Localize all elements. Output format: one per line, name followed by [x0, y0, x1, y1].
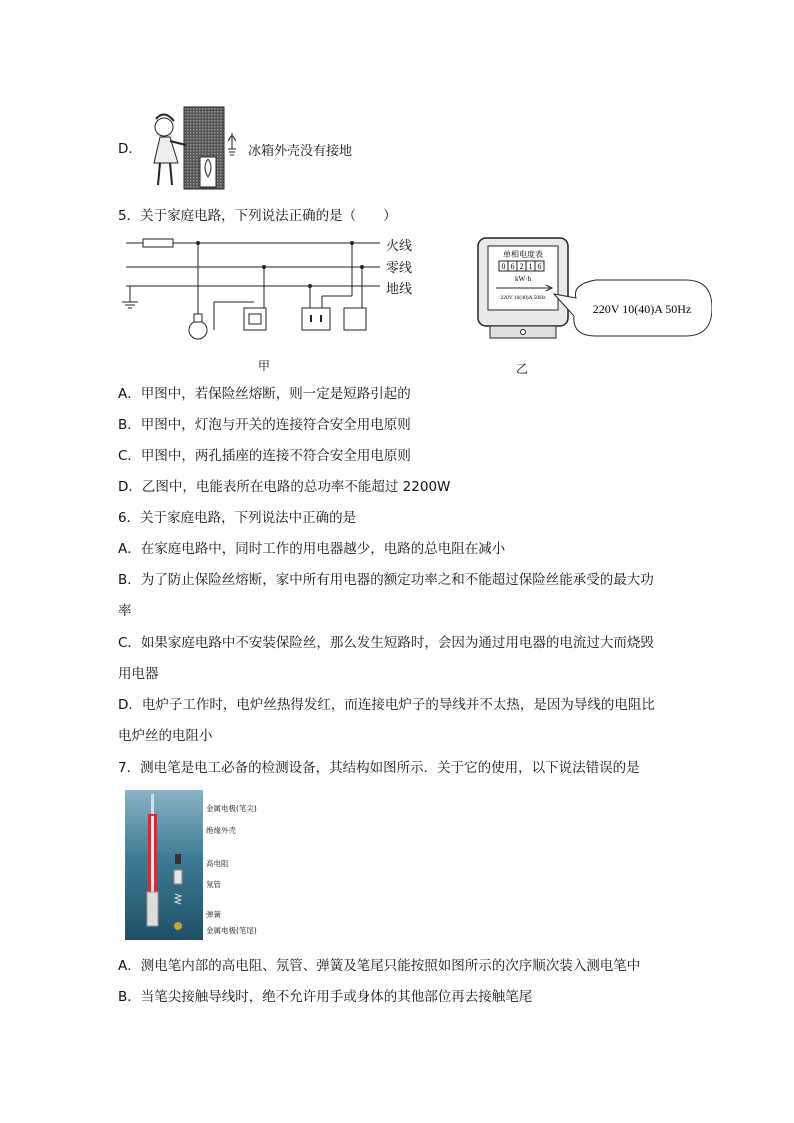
wire-neutral-label: 零线 — [386, 261, 413, 276]
pencil-label-neon: 氖管 — [206, 880, 221, 889]
q6-line: 电炉丝的电阻小 — [118, 728, 213, 744]
meter-title: 单相电度表 — [503, 250, 543, 259]
q6-line: C．如果家庭电路中不安装保险丝，那么发生短路时，会因为通过用电器的电流过大而烧毁 — [118, 635, 654, 651]
pencil-label-resistor: 高电阻 — [206, 859, 229, 868]
svg-text:1: 1 — [528, 262, 533, 271]
q6-line: 率 — [118, 603, 132, 619]
svg-text:6: 6 — [537, 262, 542, 271]
pencil-label-tip: 金属电极(笔尖) — [206, 804, 257, 813]
q5-stem: 5．关于家庭电路，下列说法正确的是（ ） — [118, 208, 397, 224]
fridge-shock-illustration — [148, 105, 248, 193]
wire-ground-label: 地线 — [386, 282, 413, 297]
meter-callout: 220V 10(40)A 50Hz — [592, 302, 692, 316]
wire-live-label: 火线 — [386, 239, 413, 254]
q7-stem: 7．测电笔是电工必备的检测设备，其结构如图所示．关于它的使用，以下说法错误的是 — [118, 760, 640, 776]
pencil-label-shell: 绝缘外壳 — [206, 826, 236, 835]
svg-text:2: 2 — [519, 262, 524, 271]
q6-line: D．电炉子工作时，电炉丝热得发红，而连接电炉子的导线并不太热，是因为导线的电阻比 — [118, 697, 655, 713]
svg-text:0: 0 — [501, 262, 506, 271]
q5-option-d: D．乙图中，电能表所在电路的总功率不能超过 2200W — [118, 479, 451, 495]
q6-line: B．为了防止保险丝熔断，家中所有用电器的额定功率之和不能超过保险丝能承受的最大功 — [118, 572, 654, 588]
q6-stem: 6．关于家庭电路，下列说法中正确的是 — [118, 510, 357, 526]
caption-yi: 乙 — [516, 362, 529, 376]
pencil-label-tail: 金属电极(笔尾) — [206, 926, 257, 935]
test-pencil-photo — [125, 790, 203, 940]
q5-option-b: B．甲图中，灯泡与开关的连接符合安全用电原则 — [118, 417, 411, 433]
meter-small-spec: 220V 10(40)A 50Hz — [500, 295, 546, 301]
meter-unit: kW·h — [515, 275, 531, 283]
caption-jia: 甲 — [258, 359, 271, 373]
q5-option-a: A．甲图中，若保险丝熔断，则一定是短路引起的 — [118, 386, 411, 402]
q4-option-d-text: 冰箱外壳没有接地 — [248, 144, 353, 159]
q6-line: A．在家庭电路中，同时工作的用电器越少，电路的总电阻在减小 — [118, 541, 506, 557]
q7-option-b: B．当笔尖接触导线时，绝不允许用手或身体的其他部位再去接触笔尾 — [118, 989, 533, 1005]
pencil-label-spring: 弹簧 — [206, 910, 221, 919]
circuit-diagram-jia — [118, 230, 428, 350]
q7-option-a: A．测电笔内部的高电阻、氖管、弹簧及笔尾只能按照如图所示的次序顺次装入测电笔中 — [118, 958, 641, 974]
svg-text:6: 6 — [510, 262, 515, 271]
q5-option-c: C．甲图中，两孔插座的连接不符合安全用电原则 — [118, 448, 411, 464]
electric-meter-yi — [476, 236, 712, 344]
q6-line: 用电器 — [118, 666, 159, 682]
meter-digits — [499, 261, 544, 271]
q4-option-d-label: D． — [118, 141, 142, 157]
